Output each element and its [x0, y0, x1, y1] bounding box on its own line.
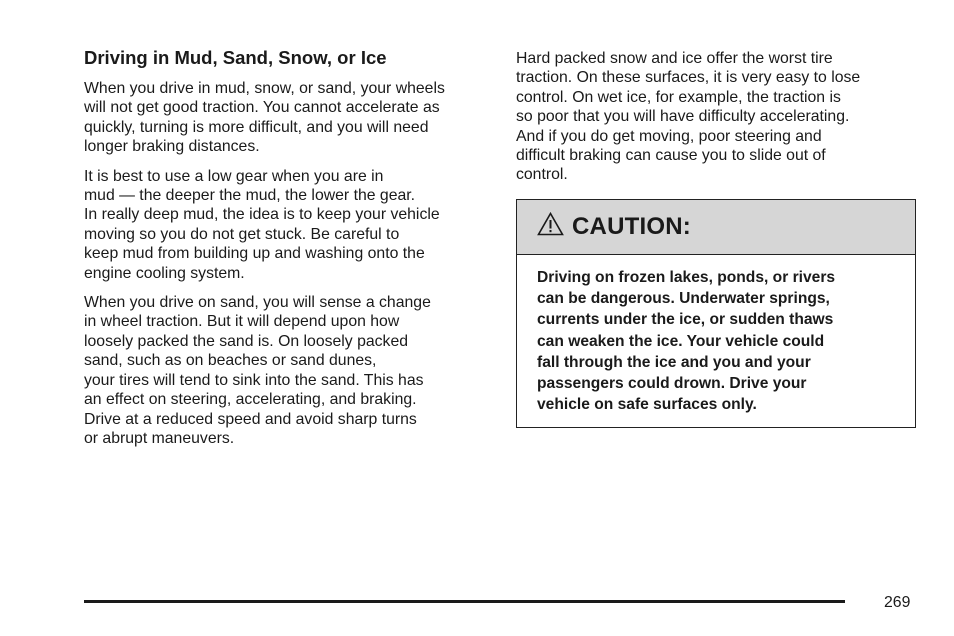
text-line: an effect on steering, accelerating, and braking. [84, 391, 417, 409]
text-line: keep mud from building up and washing onto the [84, 245, 425, 263]
caution-line: can be dangerous. Underwater springs, [537, 290, 830, 308]
caution-line: currents under the ice, or sudden thaws [537, 311, 834, 329]
text-line: In really deep mud, the idea is to keep your vehicle [84, 206, 440, 224]
paragraph-traction [84, 79, 494, 157]
footer-rule [84, 600, 845, 603]
caution-title: CAUTION: [572, 213, 691, 240]
caution-line: can weaken the ice. Your vehicle could [537, 332, 825, 350]
paragraph-sand [84, 293, 494, 448]
text-line: in wheel traction. But it will depend upon how [84, 313, 400, 331]
caution-line: passengers could drown. Drive your [537, 375, 807, 393]
text-line: When you drive on sand, you will sense a change [84, 294, 431, 312]
text-line: quickly, turning is more difficult, and you will need [84, 118, 429, 136]
text-line: control. [516, 166, 568, 184]
caution-line: Driving on frozen lakes, ponds, or rivers [537, 269, 836, 286]
text-line: And if you do get moving, poor steering and [516, 127, 822, 145]
text-line: Hard packed snow and ice offer the worst tire [516, 50, 833, 67]
text-line: moving so you do not get stuck. Be careful to [84, 225, 400, 243]
text-line: traction. On these surfaces, it is very easy to lose [516, 69, 861, 87]
section-heading: Driving in Mud, Sand, Snow, or Ice [84, 47, 387, 68]
text-line: Drive at a reduced speed and avoid sharp turns [84, 410, 417, 428]
text-line: It is best to use a low gear when you are in [84, 167, 384, 185]
text-line: mud — the deeper the mud, the lower the gear. [84, 187, 416, 205]
text-line: When you drive in mud, snow, or sand, your wheels [84, 80, 445, 97]
text-line: will not get good traction. You cannot accelerate as [84, 99, 440, 117]
caution-line: fall through the ice and you and your [537, 353, 811, 371]
caution-header [517, 200, 915, 255]
paragraph-mud [84, 167, 494, 283]
text-line: or abrupt maneuvers. [84, 429, 235, 447]
text-line: so poor that you will have difficulty accelerating. [516, 108, 850, 126]
caution-line: vehicle on safe surfaces only. [537, 396, 757, 414]
warning-triangle-icon [537, 212, 564, 236]
caution-box [516, 199, 916, 428]
text-line: your tires will tend to sink into the sand. This has [84, 371, 424, 389]
text-line: longer braking distances. [84, 138, 260, 156]
text-line: loosely packed the sand is. On loosely packed [84, 332, 409, 350]
page-number: 269 [884, 594, 911, 611]
right-column [516, 47, 918, 195]
text-line: sand, such as on beaches or sand dunes, [84, 352, 377, 370]
paragraph-ice-traction [516, 49, 918, 185]
caution-body [517, 255, 915, 415]
left-column [84, 47, 494, 458]
text-line: engine cooling system. [84, 264, 245, 282]
text-line: control. On wet ice, for example, the traction is [516, 88, 841, 106]
text-line: difficult braking can cause you to slide out of [516, 147, 826, 165]
